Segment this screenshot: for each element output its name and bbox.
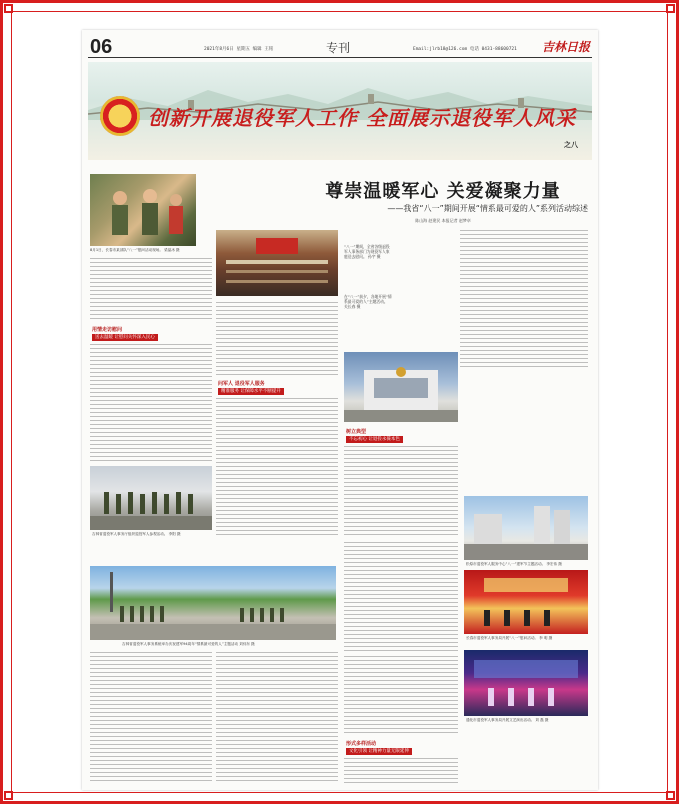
photo-soldiers-ceremony	[90, 174, 196, 246]
photo-figures	[90, 174, 196, 246]
photo-stage-performance	[464, 650, 588, 716]
caption-red-stage: 长春市退役军人事务局开展“八一”慰问活动。 李 明 摄	[466, 636, 553, 640]
section-title-6: 形式多样活动	[346, 741, 377, 747]
text-column-10	[344, 656, 458, 736]
text-column-3	[460, 230, 588, 370]
corner-ornament-top-left	[4, 4, 13, 13]
caption-stage-performance: 通化市退役军人事务局开展文艺演出活动。 刘 磊 摄	[466, 718, 549, 722]
text-column-11	[344, 758, 458, 784]
text-column-7	[344, 542, 458, 652]
photo-red-stage-details	[464, 570, 588, 634]
section-title-1: 用情走访慰问	[92, 327, 123, 333]
corner-ornament-bottom-right	[666, 791, 675, 800]
contact-info: Email:jlrb18@126.com 电话 0431-88600721	[413, 47, 517, 52]
photo-government-building	[344, 352, 458, 422]
caption-service-center: 松原市退役军人服务中心“八一”建军节主题活动。 李宏伟 摄	[466, 562, 562, 566]
text-column-2	[90, 344, 212, 464]
text-column-1	[90, 258, 212, 322]
caption-march-photo: 吉林省退役军人事务厅组织退役军人参观活动。 李阳 摄	[92, 532, 181, 536]
article-byline: 陈山海 赵建民 本报记者 赵梦卓	[415, 218, 471, 223]
section-sub-6: 文化引领 让精神力量无限延伸	[346, 748, 412, 755]
section-sub-1: 送去温暖 让慰问关怀深入民心	[92, 334, 158, 341]
section-title-4: 树立典型	[346, 429, 367, 435]
photo-soldiers-march	[90, 466, 212, 530]
text-column-4	[216, 302, 338, 376]
quote-caption-2: 在“八一”前夕，各地开展“情系最可爱的人”主题活动。 关长春 摄	[344, 294, 392, 310]
corner-ornament-bottom-left	[4, 791, 13, 800]
photo-conference-details	[216, 230, 338, 296]
newspaper-logo: 吉林日报	[541, 40, 590, 54]
photo-conference-hall	[216, 230, 338, 296]
section-sub-4: 不忘初心 让退役永葆本色	[346, 436, 403, 443]
quote-caption-1: “八一”期间，全省各级退役军人事务部门为现役军人家庭送去慰问。 孙宇 摄	[344, 244, 390, 260]
photo-red-stage	[464, 570, 588, 634]
photo-wide-ceremony	[90, 566, 336, 640]
section-sub-3: 精准服务 让保障水平不断提升	[218, 388, 284, 395]
photo-march-details	[90, 466, 212, 530]
page-number: 06	[90, 36, 113, 58]
photo-service-center-details	[464, 496, 588, 560]
text-column-5	[216, 398, 338, 538]
series-part: 之八	[564, 141, 578, 149]
newspaper-page	[82, 30, 598, 790]
text-column-8	[90, 652, 212, 784]
article-headline: 尊崇温暖军心 关爱凝聚力量	[325, 181, 561, 202]
caption-wide-photo: 吉林省退役军人事务系统举办庆祝建军94周年“情系最可爱的人”主题活动 刘伟东 摄	[122, 642, 255, 646]
photo-service-center	[464, 496, 588, 560]
text-column-6	[344, 446, 458, 538]
corner-ornament-top-right	[666, 4, 675, 13]
masthead	[88, 36, 592, 58]
veterans-emblem-icon	[100, 96, 140, 136]
text-column-9	[216, 652, 338, 784]
section-title-3: 问军人 退役军人服务	[218, 381, 265, 387]
banner	[88, 62, 592, 160]
banner-slogan: 创新开展退役军人工作 全面展示退役军人风采	[148, 106, 576, 130]
section-name: 专刊	[326, 41, 351, 55]
issue-info: 2021年8月6日 星期五 编辑 王铭	[204, 47, 274, 52]
photo-building-details	[344, 352, 458, 422]
photo-stage-performance-details	[464, 650, 588, 716]
article-subhead: ——我省“八一”期间开展“情系最可爱的人”系列活动综述	[387, 204, 588, 213]
caption-top-left-photo: 8月1日，长春市某部队“八一”慰问活动现场。 梁晶冰 摄	[90, 248, 180, 252]
photo-wide-ceremony-details	[90, 566, 336, 640]
